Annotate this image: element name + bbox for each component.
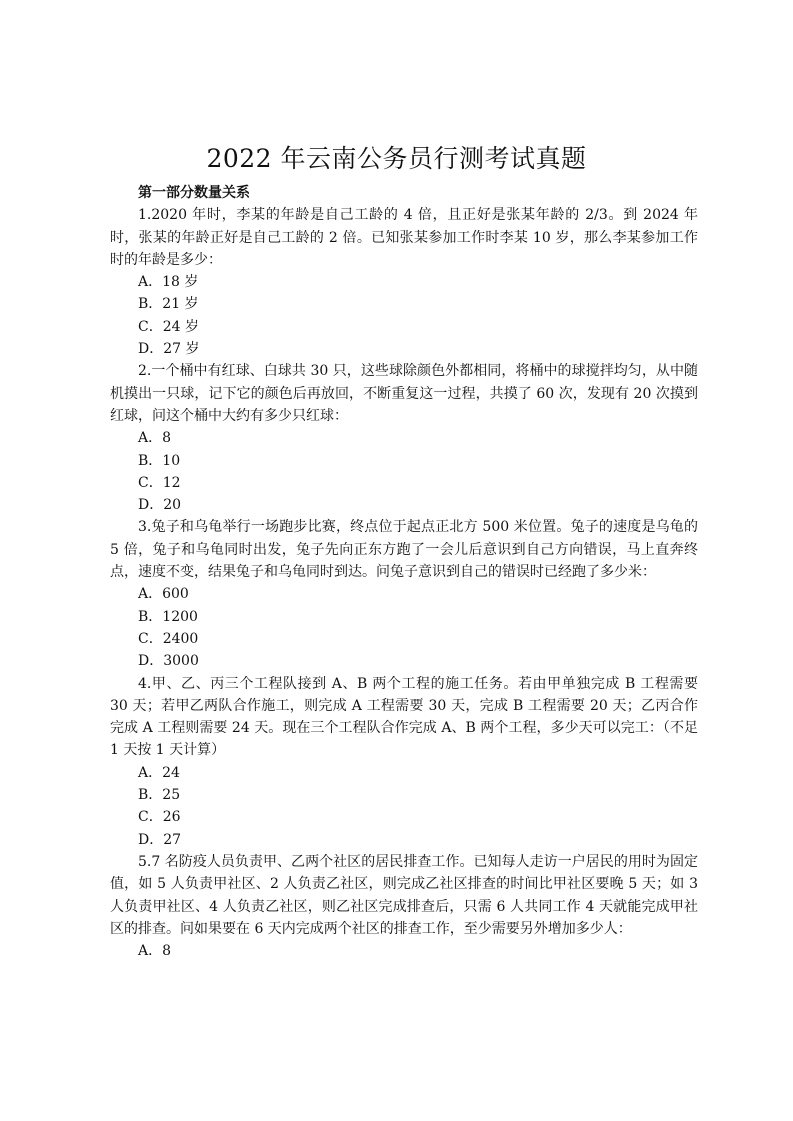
question-1 — [110, 204, 698, 360]
document-content — [110, 182, 698, 962]
option: B．21 岁 — [138, 296, 199, 313]
option: A．8 — [138, 943, 172, 960]
section-heading: 第一部分数量关系 — [138, 185, 250, 201]
question-stem: 2.一个桶中有红球、白球共 30 只，这些球除颜色外都相同，将桶中的球搅拌均匀，从中随机摸出一只球，记下它的颜色后再放回，不断重复这一过程，共摸了 60 次，发现有 20 次摸到红球，问这个桶中大约有多少只红球： — [110, 363, 698, 424]
question-stem: 4.甲、乙、丙三个工程队接到 A、B 两个工程的施工任务。若由甲单独完成 B 工程需要 30 天；若甲乙两队合作施工，则完成 A 工程需要 30 天，完成 B 工程需要 20 天；乙丙合作完成 A 工程则需要 24 天。现在三个工程队合作完成 A、B 两个工程，多少天可以完工：（不足 1 天按 1 天计算） — [110, 675, 698, 759]
option: C．12 — [138, 474, 181, 491]
option: B．10 — [138, 452, 181, 469]
option: D．20 — [138, 497, 182, 514]
option: A．18 岁 — [138, 274, 199, 291]
question-4 — [110, 673, 698, 851]
option: D．27 — [138, 831, 182, 848]
document-title: 2022 年云南公务员行测考试真题 — [206, 144, 587, 173]
option: C．2400 — [138, 630, 199, 647]
option: B．25 — [138, 787, 181, 804]
option: A．600 — [138, 586, 189, 603]
question-stem: 5.7 名防疫人员负责甲、乙两个社区的居民排查工作。已知每人走访一户居民的用时为固定值，如 5 人负责甲社区、2 人负责乙社区，则完成乙社区排查的时间比甲社区要晚 5 天；如 3 人负责甲社区、4 人负责乙社区，则乙社区完成排查后，只需 6 人共同工作 4 天就能完成甲社区的排查。问如果要在 6 天内完成两个社区的排查工作，至少需要另外增加多少人： — [110, 853, 698, 937]
question-2 — [110, 360, 698, 516]
option: C．26 — [138, 809, 181, 826]
option: D．3000 — [138, 653, 199, 670]
option: C．24 岁 — [138, 318, 199, 335]
option: A．24 — [138, 764, 180, 781]
option: B．1200 — [138, 608, 198, 625]
option: A．8 — [138, 430, 172, 447]
question-stem: 3.兔子和乌龟举行一场跑步比赛，终点位于起点正北方 500 米位置。兔子的速度是乌龟的 5 倍，兔子和乌龟同时出发，兔子先向正东方跑了一会儿后意识到自己方向错误，马上直奔终点，速度不变，结果兔子和乌龟同时到达。问兔子意识到自己的错误时已经跑了多少米： — [110, 519, 698, 581]
question-stem: 1.2020 年时，李某的年龄是自己工龄的 4 倍，且正好是张某年龄的 2/3。到 2024 年时，张某的年龄正好是自己工龄的 2 倍。已知张某参加工作时李某 10 岁，那么李某参加工作时的年龄是多少： — [110, 207, 698, 268]
option: D．27 岁 — [138, 341, 200, 358]
question-5 — [110, 851, 698, 962]
question-3 — [110, 516, 698, 672]
